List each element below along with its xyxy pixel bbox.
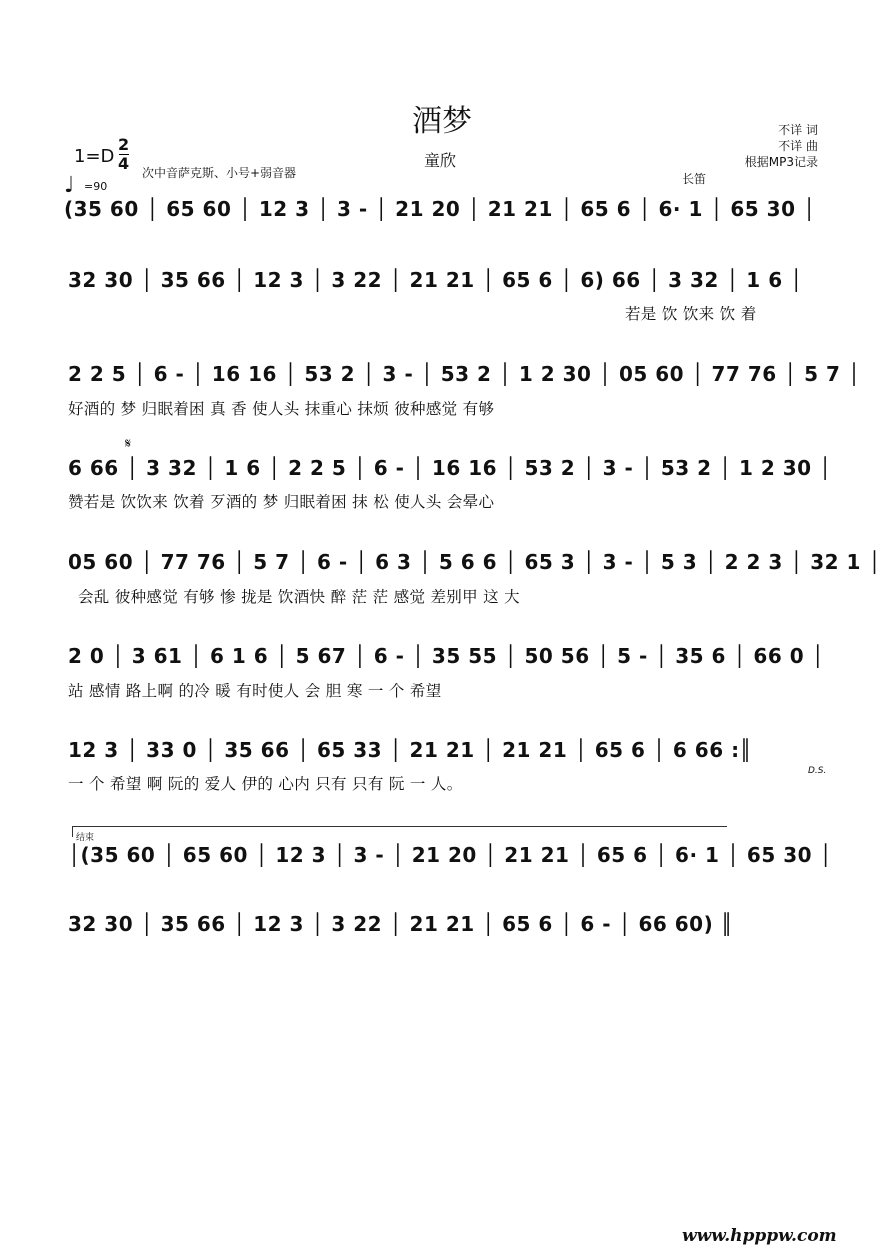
instrumentation: 次中音萨克斯、小号+弱音器: [142, 166, 297, 180]
lyricist-credit: 不详 词: [778, 123, 818, 137]
ending-label: 结束: [76, 833, 95, 843]
score-line-3: 2 2 5 │ 6 - │ 16 16 │ 53 2 │ 3 - │ 53 2 │ 1 2 30 │ 05 60 │ 77 76 │ 5 7 │: [68, 362, 861, 386]
lyric-line-4: 赞若是 饮饮来 饮着 歹酒的 梦 归眠着困 抹 松 使人头 会晕心: [68, 493, 495, 511]
score-line-4: 6 66 │ 3 32 │ 1 6 │ 2 2 5 │ 6 - │ 16 16 │ 53 2 │ 3 - │ 53 2 │ 1 2 30 │: [68, 456, 832, 480]
lyric-line-7: 一 个 希望 啊 阮的 爱人 伊的 心内 只有 只有 阮 一 人。: [68, 775, 463, 793]
score-line-9: 32 30 │ 35 66 │ 12 3 │ 3 22 │ 21 21 │ 65 6 │ 6 - │ 66 60) ║: [68, 912, 734, 936]
ending-bracket: [72, 826, 727, 837]
score-line-7: 12 3 │ 33 0 │ 35 66 │ 65 33 │ 21 21 │ 21 21 │ 65 6 │ 6 66 :║: [68, 738, 753, 762]
credits: [745, 122, 818, 170]
singer-name: 童欣: [424, 151, 457, 170]
key-signature: 1=D: [74, 146, 115, 167]
source-credit: 根据MP3记录: [744, 155, 818, 169]
composer-credit: 不详 曲: [778, 139, 818, 153]
footer-website: www.hpppw.com: [682, 1226, 837, 1246]
lyric-line-5: 会乱 彼种感觉 有够 惨 拢是 饮酒快 醉 茫 茫 感觉 差别甲 这 大: [78, 588, 520, 606]
segno-icon: 𝄋: [125, 436, 132, 452]
lyric-line-2: 若是 饮 饮来 饮 着: [625, 305, 757, 323]
score-line-2: 32 30 │ 35 66 │ 12 3 │ 3 22 │ 21 21 │ 65 6 │ 6) 66 │ 3 32 │ 1 6 │: [68, 268, 803, 292]
score-line-1: (35 60 │ 65 60 │ 12 3 │ 3 - │ 21 20 │ 21 21 │ 65 6 │ 6· 1 │ 65 30 │: [64, 197, 816, 221]
song-title: 酒梦: [412, 104, 472, 139]
score-line-5: 05 60 │ 77 76 │ 5 7 │ 6 - │ 6 3 │ 5 6 6 │ 65 3 │ 3 - │ 5 3 │ 2 2 3 │ 32 1 │: [68, 550, 881, 574]
flute-label: 长笛: [682, 172, 707, 186]
lyric-line-3: 好酒的 梦 归眠着困 真 香 使人头 抹重心 抹烦 彼种感觉 有够: [68, 400, 495, 418]
quarter-note-icon: ♩: [64, 173, 75, 198]
ds-marking: D.S.: [808, 766, 827, 776]
time-signature: 2 4: [118, 135, 130, 173]
tempo-marking: =90: [84, 180, 108, 193]
lyric-line-6: 站 感情 路上啊 的冷 暖 有时使人 会 胆 寒 一 个 希望: [68, 682, 442, 700]
score-line-6: 2 0 │ 3 61 │ 6 1 6 │ 5 67 │ 6 - │ 35 55 │ 50 56 │ 5 - │ 35 6 │ 66 0 │: [68, 644, 825, 668]
score-line-8: │(35 60 │ 65 60 │ 12 3 │ 3 - │ 21 20 │ 21 21 │ 65 6 │ 6· 1 │ 65 30 │: [68, 843, 833, 867]
